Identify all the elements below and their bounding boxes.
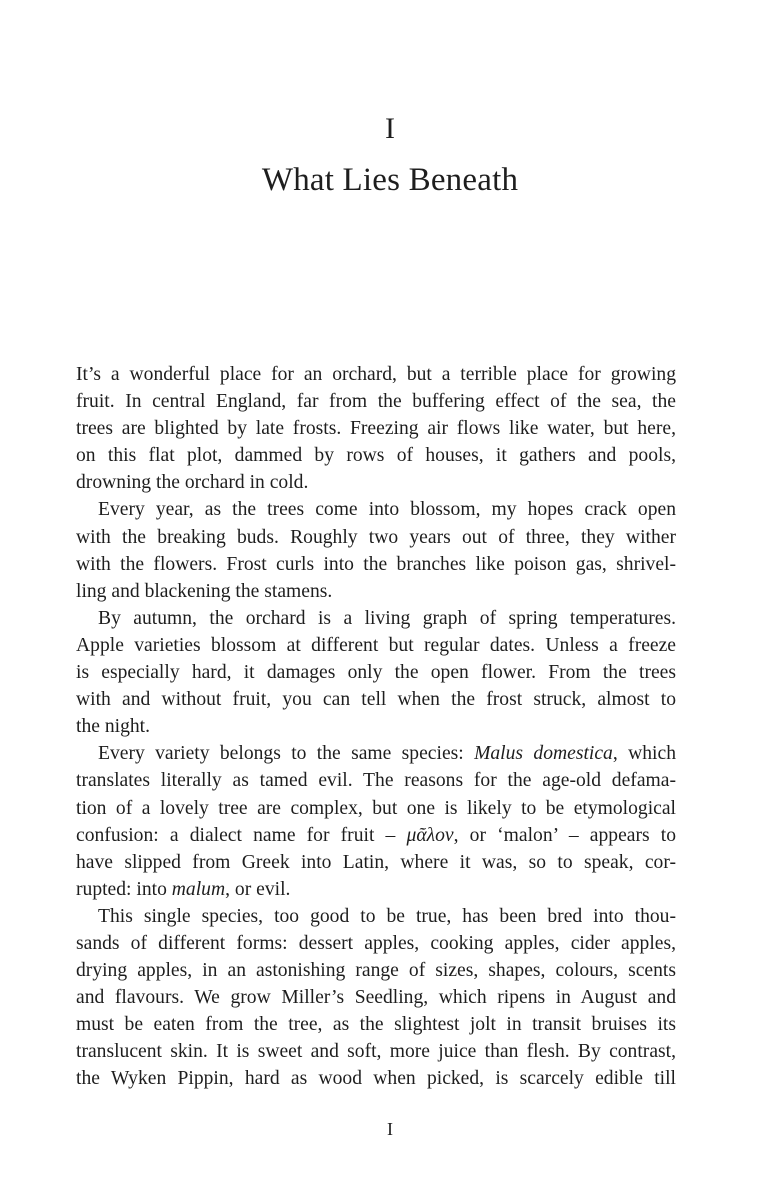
text-line <box>76 1038 676 1065</box>
text-run: on this flat plot, dammed by rows of houses, it gathers and pools, <box>76 445 676 467</box>
text-line <box>76 415 676 442</box>
text-line <box>76 740 676 767</box>
text-run: By autumn, the orchard is a living graph of spring temperatures. <box>98 607 676 629</box>
text-run: confusion: a dialect name for fruit – <box>76 824 407 846</box>
text-line <box>76 903 676 930</box>
text-run: drying apples, in an astonishing range of sizes, shapes, colours, scents <box>76 960 676 982</box>
text-run: , which <box>612 743 676 765</box>
text-line <box>76 957 676 984</box>
text-line <box>76 524 676 551</box>
text-line <box>76 876 676 903</box>
text-line <box>76 686 676 713</box>
text-line <box>76 496 676 523</box>
paragraph <box>76 361 676 496</box>
text-line <box>76 605 676 632</box>
text-run: and flavours. We grow Miller’s Seedling, which ripens in August and <box>76 987 676 1009</box>
text-run: Apple varieties blossom at different but regular dates. Unless a freeze <box>76 634 676 656</box>
text-run: the night. <box>76 716 151 738</box>
italic-text: μᾶλον <box>406 824 454 846</box>
text-run: , or ‘malon’ – appears to <box>453 824 676 846</box>
text-run: is especially hard, it damages only the open flower. From the trees <box>76 662 676 684</box>
text-line <box>76 388 676 415</box>
paragraph <box>76 605 676 740</box>
text-line <box>76 795 676 822</box>
text-line <box>76 849 676 876</box>
text-run: Every variety belongs to the same species: <box>98 743 475 765</box>
text-line <box>76 713 676 740</box>
text-line <box>76 659 676 686</box>
text-line <box>76 984 676 1011</box>
paragraph <box>76 496 676 604</box>
text-run: translates literally as tamed evil. The reasons for the age-old defama- <box>76 770 676 792</box>
text-run: with and without fruit, you can tell when the frost struck, almost to <box>76 689 676 711</box>
text-line <box>76 822 676 849</box>
text-line <box>76 442 676 469</box>
text-run: Every year, as the trees come into blossom, my hopes crack open <box>98 499 676 521</box>
text-run: translucent skin. It is sweet and soft, more juice than flesh. By contrast, <box>76 1041 676 1063</box>
text-run: with the flowers. Frost curls into the branches like poison gas, shrivel- <box>76 553 676 575</box>
text-run: must be eaten from the tree, as the slightest jolt in transit bruises its <box>76 1014 676 1036</box>
text-line <box>76 469 676 496</box>
body-text <box>76 361 676 1093</box>
text-line <box>76 1065 676 1092</box>
text-run: have slipped from Greek into Latin, where it was, so to speak, cor- <box>76 851 676 873</box>
italic-text: Malus domestica <box>474 743 613 765</box>
text-line <box>76 930 676 957</box>
text-line <box>76 361 676 388</box>
text-run: fruit. In central England, far from the buffering effect of the sea, the <box>76 391 676 413</box>
text-line <box>76 632 676 659</box>
text-line <box>76 1011 676 1038</box>
text-line <box>76 767 676 794</box>
paragraph <box>76 740 676 903</box>
text-line <box>76 551 676 578</box>
page-number: I <box>387 1119 393 1139</box>
chapter-number: I <box>385 112 395 145</box>
text-line <box>76 578 676 605</box>
text-run: sands of different forms: dessert apples, cooking apples, cider apples, <box>76 932 676 954</box>
text-run: with the breaking buds. Roughly two years out of three, they wither <box>76 526 676 548</box>
paragraph <box>76 903 676 1093</box>
text-run: rupted: into <box>76 878 172 900</box>
italic-text: malum <box>171 878 226 900</box>
text-run: the Wyken Pippin, hard as wood when picked, is scarcely edible till <box>76 1068 676 1090</box>
text-run: drowning the orchard in cold. <box>76 472 309 494</box>
text-run: trees are blighted by late frosts. Freezing air flows like water, but here, <box>76 418 676 440</box>
text-run: tion of a lovely tree are complex, but one is likely to be etymological <box>76 797 676 819</box>
chapter-title: What Lies Beneath <box>261 162 519 198</box>
text-run: , or evil. <box>225 878 291 900</box>
text-run: ling and blackening the stamens. <box>76 580 333 602</box>
text-run: It’s a wonderful place for an orchard, but a terrible place for growing <box>76 364 676 385</box>
text-run: This single species, too good to be true, has been bred into thou- <box>98 905 676 927</box>
